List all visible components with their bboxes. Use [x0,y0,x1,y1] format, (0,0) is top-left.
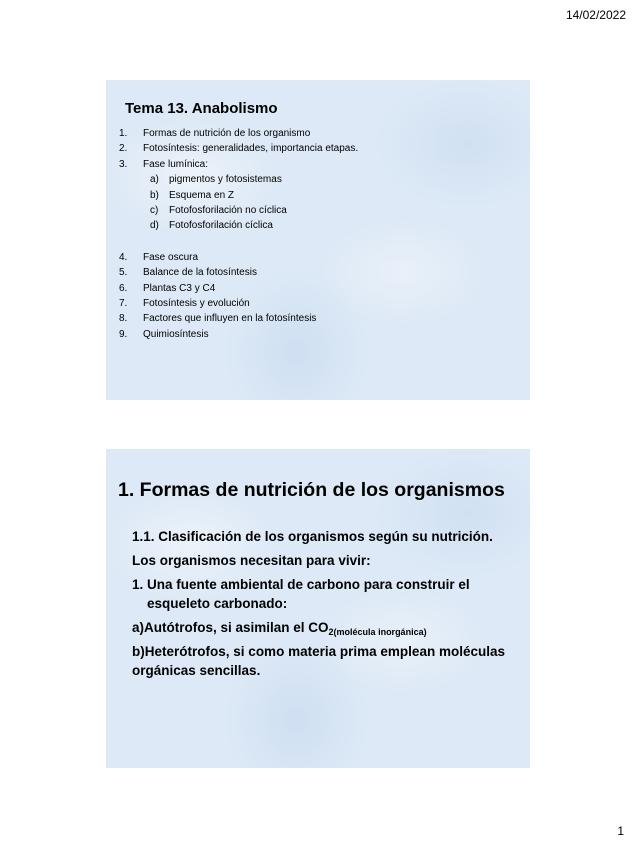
list-item: 2. Fotosíntesis: generalidades, importancia etapas. [119,143,359,155]
point-1: 1. Una fuente ambiental de carbono para construir el esqueleto carbonado: [132,577,470,611]
list-item: 9. Quimiosíntesis [119,328,209,340]
list-item: 8. Factores que influyen en la fotosíntesis [119,313,317,325]
slide-2 [106,449,530,768]
slide-2-title: 1. Formas de nutrición de los organismos [118,479,505,501]
topic-list [119,126,358,342]
sub-list-item: d) Fotofosforilación cíclica [150,220,273,232]
slide-1 [106,80,530,400]
list-item: 1. Formas de nutrición de los organismo [119,128,311,139]
sub-list-item: c) Fotofosforilación no cíclica [150,205,287,217]
intro-text: Los organismos necesitan para vivir: [132,553,371,568]
page-number: 1 [617,824,624,838]
heterotrophs-text: b)Heterótrofos, si como materia prima emplean moléculas orgánicas sencillas. [132,644,505,678]
print-date: 14/02/2022 [565,8,626,22]
list-item: 6. Plantas C3 y C4 [119,282,216,294]
list-item: 7. Fotosíntesis y evolución [119,298,250,310]
list-item: 3. Fase lumínica: [119,158,209,170]
slide-1-title: Tema 13. Anabolismo [125,100,278,117]
list-spacer [119,234,358,250]
sub-list-item: a) pigmentos y fotosistemas [150,174,282,186]
list-item: 5. Balance de la fotosíntesis [119,267,257,279]
section-heading: 1.1. Clasificación de los organismos según su nutrición. [132,529,493,544]
slide-2-body [132,527,505,680]
sub-list-item: b) Esquema en Z [150,189,235,201]
autotrophs-text: a)Autótrofos, si asimilan el $CO_{2(molécula inorgánica)}$ [132,620,427,637]
list-item: 4. Fase oscura [119,251,199,263]
co2-subscript: 2(molécula inorgánica) [328,627,427,637]
